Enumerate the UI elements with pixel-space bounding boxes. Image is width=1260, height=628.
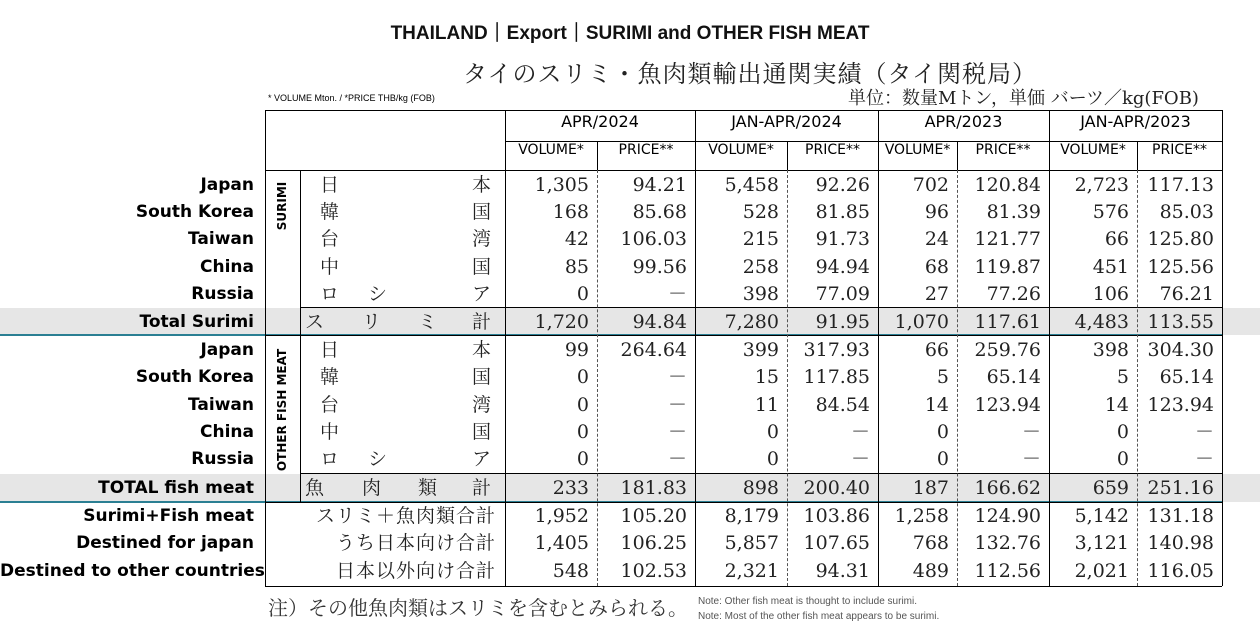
table-cell: －: [667, 421, 687, 443]
table-cell: 107.65: [803, 532, 870, 554]
table-cell: －: [667, 394, 687, 416]
row-label: Destined to other countries: [0, 561, 265, 581]
row-jp-char: シ: [368, 283, 388, 305]
table-cell: 702: [912, 174, 949, 196]
row-jp-char: リ: [362, 311, 382, 333]
row-jp-char: 国: [472, 366, 492, 388]
table-cell: 1,952: [534, 505, 589, 527]
subheader: VOLUME*: [1060, 142, 1126, 158]
table-cell: 94.94: [815, 256, 870, 278]
table-cell: 92.26: [815, 174, 870, 196]
table-cell: 528: [742, 201, 779, 223]
unit-en: * VOLUME Mton. / *PRICE THB/kg (FOB): [268, 93, 435, 103]
table-cell: 0: [936, 448, 949, 470]
grid-vline: [695, 110, 696, 586]
row-label: TOTAL fish meat: [98, 478, 254, 498]
table-cell: 116.05: [1147, 560, 1214, 582]
table-cell: －: [667, 448, 687, 470]
table-cell: 125.56: [1147, 256, 1214, 278]
subheader: PRICE**: [618, 142, 674, 158]
grid-hline: [265, 586, 1222, 587]
table-cell: 4,483: [1074, 311, 1129, 333]
grid-dash: [597, 170, 598, 586]
row-jp-char: 計: [472, 477, 492, 499]
table-cell: 24: [924, 228, 949, 250]
table-cell: 27: [924, 283, 949, 305]
table-cell: 7,280: [724, 311, 779, 333]
row-jp-char: 本: [472, 174, 492, 196]
table-cell: 94.21: [632, 174, 687, 196]
table-cell: －: [850, 448, 870, 470]
table-cell: 398: [742, 283, 779, 305]
table-cell: 76.21: [1159, 283, 1214, 305]
subheader: VOLUME*: [518, 142, 584, 158]
row-label: South Korea: [135, 202, 254, 222]
period-header: JAN-APR/2023: [1080, 112, 1191, 131]
note-jp: 注）その他魚肉類はスリミを含むとみられる。: [268, 596, 688, 620]
row-label: Taiwan: [188, 395, 254, 415]
title-jp: タイのスリミ・魚肉類輸出通関実績（タイ関税局）: [462, 60, 1038, 88]
table-cell: 2,321: [724, 560, 779, 582]
row-jp-label: うち日本向け合計: [335, 532, 496, 554]
table-cell: 113.55: [1147, 311, 1214, 333]
subheader: PRICE**: [975, 142, 1031, 158]
grid-dash: [1137, 170, 1138, 586]
row-jp-char: ミ: [418, 311, 438, 333]
grid-hline: [265, 170, 1222, 171]
table-cell: －: [1194, 421, 1214, 443]
table-cell: 1,720: [534, 311, 589, 333]
table-cell: 85.68: [632, 201, 687, 223]
table-cell: 124.90: [974, 505, 1041, 527]
table-cell: 8,179: [724, 505, 779, 527]
row-jp-char: 類: [418, 477, 438, 499]
table-cell: 103.86: [803, 505, 870, 527]
row-jp-char: 国: [472, 201, 492, 223]
table-cell: －: [667, 366, 687, 388]
table-cell: 119.87: [974, 256, 1041, 278]
table-cell: 304.30: [1147, 339, 1214, 361]
table-cell: 0: [576, 366, 589, 388]
grid-dash: [787, 170, 788, 586]
table-cell: 85.03: [1159, 201, 1214, 223]
table-cell: 768: [912, 532, 949, 554]
table-cell: 200.40: [803, 477, 870, 499]
row-jp-char: 韓: [320, 366, 340, 388]
grid-vline: [787, 141, 788, 170]
subheader: VOLUME*: [708, 142, 774, 158]
table-cell: 0: [766, 421, 779, 443]
table-cell: 3,121: [1074, 532, 1129, 554]
table-cell: 99: [564, 339, 589, 361]
table-cell: －: [667, 283, 687, 305]
table-cell: 117.13: [1147, 174, 1214, 196]
table-cell: 99.56: [632, 256, 687, 278]
grid-vline: [1222, 110, 1223, 586]
row-jp-char: 湾: [472, 394, 492, 416]
subheader: PRICE**: [805, 142, 860, 158]
table-cell: －: [1194, 448, 1214, 470]
row-label: Russia: [191, 449, 254, 469]
title-en: THAILAND｜Export｜SURIMI and OTHER FISH MEAT: [390, 23, 870, 44]
table-cell: 0: [936, 421, 949, 443]
table-cell: 5: [936, 366, 949, 388]
table-cell: 102.53: [620, 560, 687, 582]
table-cell: 5,857: [724, 532, 779, 554]
period-header: APR/2023: [924, 112, 1003, 131]
row-label: Japan: [200, 175, 254, 195]
row-label: Destined for japan: [76, 533, 254, 553]
table-cell: －: [850, 421, 870, 443]
table-cell: 81.39: [986, 201, 1041, 223]
table-cell: 1,070: [894, 311, 949, 333]
table-cell: 65.14: [986, 366, 1041, 388]
period-header: APR/2024: [561, 112, 639, 131]
grid-vline: [1137, 141, 1138, 170]
table-cell: 91.73: [815, 228, 870, 250]
table-cell: 117.61: [974, 311, 1041, 333]
table-cell: 168: [552, 201, 589, 223]
grid-vline: [957, 141, 958, 170]
table-cell: 123.94: [1147, 394, 1214, 416]
note-en-1: Note: Other fish meat is thought to include surimi.: [698, 596, 917, 607]
table-cell: 659: [1092, 477, 1129, 499]
row-label: Russia: [191, 284, 254, 304]
table-cell: 187: [912, 477, 949, 499]
grid-hline: [300, 473, 1222, 474]
row-jp-char: 日: [320, 339, 340, 361]
grid-vline: [597, 141, 598, 170]
table-cell: 398: [1092, 339, 1129, 361]
table-cell: 123.94: [974, 394, 1041, 416]
table-cell: 317.93: [803, 339, 870, 361]
table-cell: 5,142: [1074, 505, 1129, 527]
period-header: JAN-APR/2024: [731, 112, 842, 131]
section-label-surimi: SURIMI: [275, 181, 289, 231]
table-cell: 0: [766, 448, 779, 470]
table-cell: 1,305: [534, 174, 589, 196]
row-jp-label: スリミ＋魚肉類合計: [315, 505, 496, 527]
table-cell: 233: [552, 477, 589, 499]
row-jp-char: 湾: [472, 228, 492, 250]
table-cell: 77.26: [986, 283, 1041, 305]
table-cell: 0: [1116, 448, 1129, 470]
table-cell: 489: [912, 560, 949, 582]
grid-dash: [957, 170, 958, 586]
row-jp-char: 日: [320, 174, 340, 196]
table-cell: 94.31: [815, 560, 870, 582]
table-cell: 181.83: [620, 477, 687, 499]
table-cell: 77.09: [815, 283, 870, 305]
table-cell: 264.64: [620, 339, 687, 361]
table-cell: 68: [924, 256, 949, 278]
table-cell: 112.56: [974, 560, 1041, 582]
table-cell: 251.16: [1147, 477, 1214, 499]
table-cell: 166.62: [974, 477, 1041, 499]
table-cell: 15: [754, 366, 779, 388]
table-cell: 125.80: [1147, 228, 1214, 250]
row-label: Total Surimi: [139, 312, 254, 332]
table-cell: 215: [742, 228, 779, 250]
grid-hline: [265, 502, 1222, 503]
table-cell: －: [1021, 448, 1041, 470]
unit-jp: 単位：数量Mトン，単価 バーツ／kg(FOB): [848, 88, 1199, 109]
row-jp-char: 中: [320, 256, 340, 278]
row-label: Japan: [200, 340, 254, 360]
row-jp-char: 中: [320, 421, 340, 443]
row-jp-char: 魚: [305, 477, 325, 499]
table-cell: 117.85: [803, 366, 870, 388]
table-cell: 42: [564, 228, 589, 250]
table-cell: 399: [742, 339, 779, 361]
row-jp-char: シ: [368, 448, 388, 470]
table-cell: 140.98: [1147, 532, 1214, 554]
section-label-fish: OTHER FISH MEAT: [275, 348, 289, 472]
table-cell: 91.95: [815, 311, 870, 333]
row-jp-char: 肉: [362, 477, 382, 499]
table-cell: 0: [576, 421, 589, 443]
row-jp-char: 本: [472, 339, 492, 361]
row-jp-char: ス: [305, 311, 325, 333]
table-cell: 0: [576, 394, 589, 416]
table-cell: 259.76: [974, 339, 1041, 361]
row-jp-label: 日本以外向け合計: [335, 560, 496, 582]
table-cell: 0: [1116, 421, 1129, 443]
table-cell: 576: [1092, 201, 1129, 223]
table-cell: 5,458: [724, 174, 779, 196]
table-cell: 94.84: [632, 311, 687, 333]
grid-vline: [878, 110, 879, 586]
row-jp-char: ア: [472, 283, 492, 305]
table-cell: 451: [1092, 256, 1129, 278]
grid-hline: [300, 307, 1222, 308]
table-cell: 258: [742, 256, 779, 278]
table-cell: 5: [1116, 366, 1129, 388]
table-cell: 106: [1092, 283, 1129, 305]
table-cell: 105.20: [620, 505, 687, 527]
table-cell: 14: [924, 394, 949, 416]
table-cell: 548: [552, 560, 589, 582]
row-jp-char: 台: [320, 228, 340, 250]
table-cell: 1,405: [534, 532, 589, 554]
table-cell: 66: [1104, 228, 1129, 250]
row-jp-char: 国: [472, 256, 492, 278]
table-cell: 131.18: [1147, 505, 1214, 527]
row-jp-char: 国: [472, 421, 492, 443]
row-label: China: [200, 422, 254, 442]
table-cell: 2,723: [1074, 174, 1129, 196]
row-label: China: [200, 257, 254, 277]
table-cell: 106.03: [620, 228, 687, 250]
row-jp-char: 韓: [320, 201, 340, 223]
table-cell: 66: [924, 339, 949, 361]
grid-hline: [505, 141, 1222, 142]
note-en-2: Note: Most of the other fish meat appears to be surimi.: [698, 611, 940, 622]
row-label: South Korea: [135, 367, 254, 387]
row-label: Taiwan: [188, 229, 254, 249]
grid-vline: [1049, 110, 1050, 586]
table-cell: －: [1021, 421, 1041, 443]
subheader: PRICE**: [1152, 142, 1207, 158]
grid-vline: [505, 110, 506, 586]
table-cell: 96: [924, 201, 949, 223]
table-cell: 121.77: [974, 228, 1041, 250]
table-cell: 2,021: [1074, 560, 1129, 582]
table-cell: 11: [754, 394, 779, 416]
table-cell: 106.25: [620, 532, 687, 554]
table-cell: 0: [576, 448, 589, 470]
grid-vline: [265, 110, 266, 586]
row-jp-char: 計: [472, 311, 492, 333]
table-cell: 898: [742, 477, 779, 499]
row-jp-char: ロ: [320, 448, 340, 470]
table-cell: 120.84: [974, 174, 1041, 196]
table-cell: 1,258: [894, 505, 949, 527]
row-label: Surimi+Fish meat: [83, 506, 254, 526]
table-cell: 0: [576, 283, 589, 305]
grid-vline: [300, 170, 301, 502]
table-cell: 84.54: [815, 394, 870, 416]
subheader: VOLUME*: [884, 142, 951, 158]
row-jp-char: ロ: [320, 283, 340, 305]
table-cell: 85: [564, 256, 589, 278]
table-cell: 132.76: [974, 532, 1041, 554]
row-jp-char: ア: [472, 448, 492, 470]
table-cell: 14: [1104, 394, 1129, 416]
table-cell: 81.85: [815, 201, 870, 223]
table-cell: 65.14: [1159, 366, 1214, 388]
grid-hline: [265, 110, 1222, 111]
row-jp-char: 台: [320, 394, 340, 416]
grid-hline: [265, 335, 1222, 336]
